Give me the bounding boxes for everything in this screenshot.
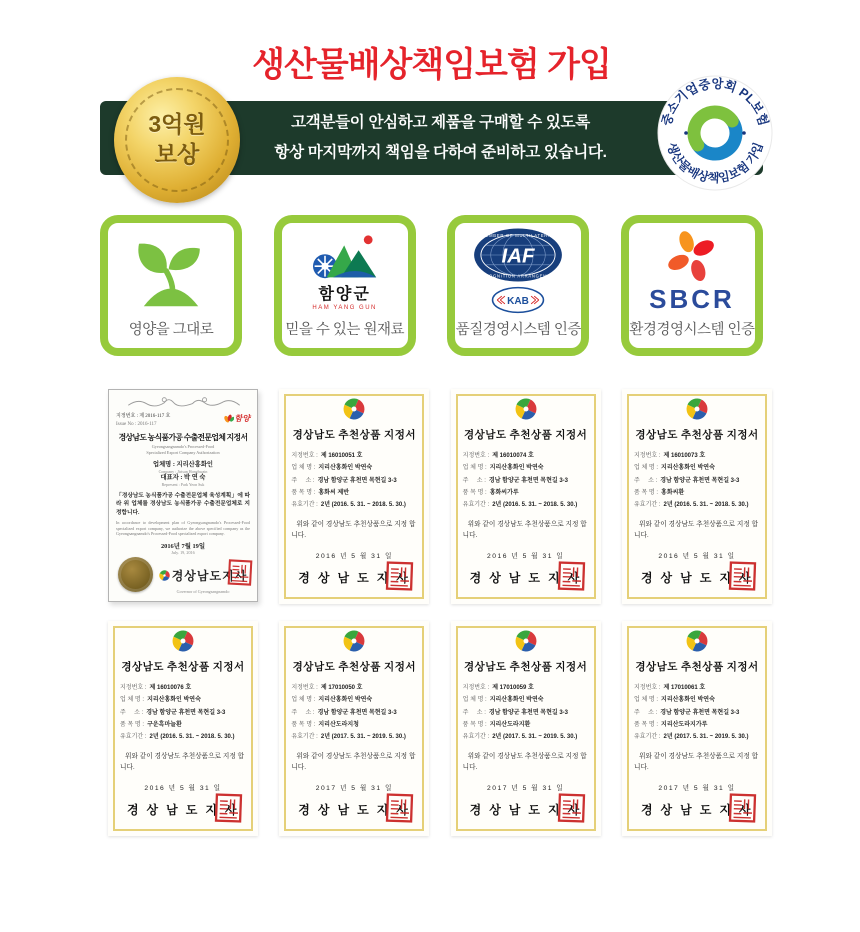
page-title: 생산물배상책임보험 가입 bbox=[252, 46, 611, 84]
field-company: 지리산홍화인 박연숙 bbox=[489, 697, 544, 704]
certificate-fields: 지정번호 : 제 16010073 호 업 체 명 : 지리산홍화인 박연숙 주 소 : 경남 함양군 휴천면 목현길 3-3 품 목 명 : 홍화씨환 유효기간 : 2년 (2016. 5. 31. ~ 2018. 5. 30.) bbox=[634, 450, 760, 511]
certificate-fields: 지정번호 : 제 17010050 호 업 체 명 : 지리산홍화인 박연숙 주 소 : 경남 함양군 휴천면 목현길 3-3 품 목 명 : 지리산도라지청 유효기간 : 2년 (2017. 5. 31. ~ 2019. 5. 30.) bbox=[291, 682, 417, 743]
certificate-body-en: In accordance to development plan of Gyeongsangnamdo's Processed-Food specialized export company, we authorize the above specified company as the Gyeongsangnamdo's Processed-Food specialized export company. bbox=[116, 520, 250, 537]
field-address: 경남 함양군 휴천면 목현길 3-3 bbox=[660, 709, 740, 716]
certificate-body: 위와 같이 경상남도 추천상품으로 지정 합니다. bbox=[291, 752, 416, 772]
hamyang-brand-logo: 함양 bbox=[224, 413, 250, 424]
field-company: 지리산홍화인 박연숙 bbox=[661, 697, 715, 704]
governor-signature: 경 상 남 도 지 사 bbox=[298, 571, 411, 586]
recommend-certificate bbox=[279, 389, 429, 604]
feature-box-nutrition bbox=[100, 215, 242, 356]
certificate-title: 경상남도 추천상품 지정서 bbox=[635, 430, 759, 442]
field-product: 홍화씨환 bbox=[661, 489, 685, 496]
red-seal bbox=[386, 793, 414, 824]
company-name: 업체명 : 지리산홍화인 bbox=[153, 460, 213, 468]
feature-label: 환경경영시스템 인증 bbox=[629, 322, 755, 339]
field-address: 경남 함양군 휴천면 목현길 3-3 bbox=[317, 477, 397, 484]
field-address: 경남 함양군 휴천면 목현길 3-3 bbox=[317, 709, 397, 716]
company-block: 업체명 : 지리산홍화인 Company : Jirisan Honghwain 대표자 : 박 연 숙 Represent : Park Yeon Suk bbox=[116, 461, 250, 487]
banner-line2: 항상 마지막까지 책임을 다하여 준비하고 있습니다. bbox=[274, 144, 607, 162]
gyeongnam-pinwheel-logo bbox=[343, 630, 365, 652]
field-period: 2년 (2017. 5. 31. ~ 2019. 5. 30.) bbox=[320, 734, 406, 741]
export-certificate bbox=[108, 389, 258, 602]
field-product: 홍화씨 제반 bbox=[318, 489, 350, 496]
field-product: 홍화씨가루 bbox=[489, 489, 519, 496]
sbcr-flower-icon bbox=[665, 230, 719, 284]
field-no: 제 16010074 호 bbox=[492, 453, 534, 460]
field-period: 2년 (2017. 5. 31. ~ 2019. 5. 30.) bbox=[492, 734, 578, 741]
certificate-fields: 지정번호 : 제 16010051 호 업 체 명 : 지리산홍화인 박연숙 주 소 : 경남 함양군 휴천면 목현길 3-3 품 목 명 : 홍화씨 제반 유효기간 : 2년 (2016. 5. 31. ~ 2018. 5. 30.) bbox=[291, 450, 417, 511]
gyeongnam-pinwheel-logo bbox=[343, 398, 365, 420]
badge-arc-bottom: 생산물배상책임보험 가입 bbox=[664, 140, 766, 186]
field-period: 2년 (2016. 5. 31. ~ 2018. 5. 30.) bbox=[492, 502, 578, 509]
certificate-body: 「경상남도 농식품가공 수출전문업체 육성계획」에 따라 위 업체를 경상남도 농식품가공 수출전문업체로 지정합니다. bbox=[116, 492, 250, 516]
recommend-certificate bbox=[451, 389, 601, 604]
governor-signature: 경 상 남 도 지 사 bbox=[469, 803, 582, 818]
field-address: 경남 함양군 휴천면 목현길 3-3 bbox=[488, 709, 569, 716]
sbcr-logo-text: SBCR bbox=[649, 283, 735, 314]
gyeongnam-pinwheel-logo bbox=[686, 630, 708, 652]
bronze-seal bbox=[118, 557, 153, 592]
issue-no-kr: 지정번호 : 제 2016-117 호 bbox=[116, 414, 171, 420]
certificate-date: 2017 년 5 월 31 일 bbox=[487, 785, 565, 793]
certificate-fields: 지정번호 : 제 16010076 호 업 체 명 : 지리산홍화인 박연숙 주 소 : 경남 함양군 휴천면 목현길 3-3 품 목 명 : 구운흑마늘환 유효기간 : 2년 (2016. 5. 31. ~ 2018. 5. 30.) bbox=[120, 682, 246, 743]
certificate-title-en: Gyeongsangnamdo's Processed-Food Specialized Export Company Authorization bbox=[146, 444, 220, 455]
certificate-body: 위와 같이 경상남도 추천상품으로 지정 합니다. bbox=[462, 752, 587, 772]
certificate-title: 경상남도 농식품가공 수출전문업체 지정서 bbox=[118, 433, 248, 443]
recommend-certificate bbox=[622, 389, 772, 604]
banner-line1: 고객분들이 안심하고 제품을 구매할 수 있도록 bbox=[291, 113, 590, 131]
feature-label: 품질경영시스템 인증 bbox=[455, 322, 581, 339]
field-company: 지리산홍화인 박연숙 bbox=[318, 465, 373, 472]
certificate-date: 2016년 7월 19일 July. 19, 2016 bbox=[160, 542, 206, 555]
certificate-date: 2016 년 5 월 31 일 bbox=[487, 553, 565, 561]
red-seal bbox=[557, 793, 585, 824]
field-no: 제 16010076 호 bbox=[149, 685, 192, 692]
governor-signature: 경 상 남 도 지 사 bbox=[640, 571, 754, 586]
certificate-date: 2017 년 5 월 31 일 bbox=[658, 785, 736, 793]
field-product: 구운흑마늘환 bbox=[147, 721, 182, 728]
certificate-body: 위와 같이 경상남도 추천상품으로 지정 합니다. bbox=[462, 520, 587, 540]
field-period: 2년 (2016. 5. 31. ~ 2018. 5. 30.) bbox=[320, 502, 406, 509]
brand-swoosh-icon bbox=[224, 414, 234, 423]
insurance-banner bbox=[100, 76, 771, 186]
gyeongnam-pinwheel-logo bbox=[172, 630, 194, 652]
field-no: 제 17010050 호 bbox=[320, 685, 363, 692]
iaf-arc-top: MEMBER OF MULTILATERAL bbox=[481, 233, 555, 239]
feature-label: 믿을 수 있는 원재료 bbox=[285, 322, 404, 339]
red-seal bbox=[214, 793, 242, 824]
red-seal bbox=[386, 561, 414, 592]
badge-arc-top: 중소기업중앙회 PL보험 bbox=[659, 76, 771, 128]
iaf-logo-text: IAF bbox=[501, 245, 535, 268]
ceo-name: 대표자 : 박 연 숙 bbox=[160, 473, 206, 481]
certificate-title: 경상남도 추천상품 지정서 bbox=[121, 662, 245, 674]
certificate-title: 경상남도 추천상품 지정서 bbox=[463, 430, 588, 442]
certificate-body: 위와 같이 경상남도 추천상품으로 지정 합니다. bbox=[633, 752, 759, 772]
hamyang-logo-text: 함양군 bbox=[318, 285, 371, 303]
kab-logo-text: KAB bbox=[507, 295, 530, 307]
certificate-title: 경상남도 추천상품 지정서 bbox=[292, 662, 416, 674]
page bbox=[100, 0, 771, 836]
field-address: 경남 함양군 휴천면 목현길 3-3 bbox=[660, 477, 740, 484]
red-seal bbox=[557, 561, 585, 592]
field-product: 지리산도라지청 bbox=[318, 721, 359, 728]
certificate-title: 경상남도 추천상품 지정서 bbox=[292, 430, 416, 442]
medal-line1: 3억원 bbox=[148, 111, 206, 138]
gyeongnam-pinwheel-logo bbox=[686, 398, 708, 420]
certificate-body: 위와 같이 경상남도 추천상품으로 지정 합니다. bbox=[120, 752, 245, 772]
red-seal bbox=[728, 793, 756, 824]
feature-box-environment bbox=[621, 215, 763, 356]
kab-logo bbox=[491, 286, 545, 314]
field-address: 경남 함양군 휴천면 목현길 3-3 bbox=[488, 477, 569, 484]
field-period: 2년 (2016. 5. 31. ~ 2018. 5. 30.) bbox=[149, 734, 235, 741]
recommend-certificate bbox=[451, 621, 601, 836]
hamyang-logo-subtext: HAM YANG GUN bbox=[312, 304, 377, 311]
field-no: 제 16010051 호 bbox=[320, 453, 363, 460]
sprout-icon bbox=[131, 231, 211, 311]
iaf-arc-bottom: RECOGNITION ARRANGEMENT bbox=[478, 273, 559, 279]
feature-box-hamyang bbox=[274, 215, 416, 356]
feature-box-row bbox=[100, 215, 763, 356]
certificate-date: 2017 년 5 월 31 일 bbox=[315, 785, 393, 793]
decorative-top-edge bbox=[116, 395, 252, 407]
certificate-date: 2016 년 5 월 31 일 bbox=[315, 553, 393, 561]
governor-signature-en: Governor of Gyeongsangnamdo bbox=[176, 589, 230, 595]
field-product: 지리산도라지가루 bbox=[661, 721, 708, 728]
gyeongnam-pinwheel-logo bbox=[159, 570, 170, 581]
certificate-fields: 지정번호 : 제 16010074 호 업 체 명 : 지리산홍화인 박연숙 주 소 : 경남 함양군 휴천면 목현길 3-3 품 목 명 : 홍화씨가루 유효기간 : 2년 (2016. 5. 31. ~ 2018. 5. 30.) bbox=[463, 450, 589, 511]
medal-ring bbox=[125, 88, 229, 192]
medal-line2: 보상 bbox=[154, 141, 200, 168]
certificate-fields: 지정번호 : 제 17010059 호 업 체 명 : 지리산홍화인 박연숙 주 소 : 경남 함양군 휴천면 목현길 3-3 품 목 명 : 지리산도라지환 유효기간 : 2년 (2017. 5. 31. ~ 2019. 5. 30.) bbox=[463, 682, 589, 743]
field-company: 지리산홍화인 박연숙 bbox=[147, 697, 201, 704]
red-seal bbox=[227, 558, 252, 586]
governor-signature: 경 상 남 도 지 사 bbox=[298, 803, 411, 818]
certificate-date: 2016 년 5 월 31 일 bbox=[144, 785, 222, 793]
certificate-grid bbox=[108, 389, 772, 836]
governor-signature: 경 상 남 도 지 사 bbox=[469, 571, 582, 586]
feature-label: 영양을 그대로 bbox=[128, 322, 214, 339]
red-seal bbox=[728, 561, 756, 592]
field-period: 2년 (2016. 5. 31. ~ 2018. 5. 30.) bbox=[663, 502, 749, 509]
field-no: 제 17010061 호 bbox=[663, 685, 706, 692]
recommend-certificate bbox=[622, 621, 772, 836]
issue-no-en: Issue No : 2016-117 bbox=[116, 421, 157, 427]
certificate-body: 위와 같이 경상남도 추천상품으로 지정 합니다. bbox=[291, 520, 416, 540]
certificate-title: 경상남도 추천상품 지정서 bbox=[463, 662, 588, 674]
field-no: 제 17010059 호 bbox=[492, 685, 534, 692]
field-company: 지리산홍화인 박연숙 bbox=[318, 697, 373, 704]
certificate-title: 경상남도 추천상품 지정서 bbox=[635, 662, 759, 674]
field-period: 2년 (2017. 5. 31. ~ 2019. 5. 30.) bbox=[663, 734, 749, 741]
iaf-logo bbox=[472, 227, 564, 283]
certificate-body: 위와 같이 경상남도 추천상품으로 지정 합니다. bbox=[633, 520, 759, 540]
banner-text bbox=[250, 108, 631, 168]
governor-signature: 경 상 남 도 지 사 bbox=[640, 803, 754, 818]
gyeongnam-pinwheel-logo bbox=[515, 398, 537, 420]
governor-signature: 경상남도지사 bbox=[171, 569, 248, 584]
field-address: 경남 함양군 휴천면 목현길 3-3 bbox=[146, 709, 226, 716]
hamyang-gun-logo bbox=[309, 231, 381, 287]
certificate-date: 2016 년 5 월 31 일 bbox=[658, 553, 736, 561]
field-no: 제 16010073 호 bbox=[663, 453, 706, 460]
feature-box-quality bbox=[447, 215, 589, 356]
recommend-certificate bbox=[108, 621, 258, 836]
field-company: 지리산홍화인 박연숙 bbox=[661, 465, 715, 472]
gold-medal bbox=[114, 77, 240, 203]
governor-signature: 경 상 남 도 지 사 bbox=[126, 803, 240, 818]
certificate-fields: 지정번호 : 제 17010061 호 업 체 명 : 지리산홍화인 박연숙 주 소 : 경남 함양군 휴천면 목현길 3-3 품 목 명 : 지리산도라지가루 유효기간 : 2년 (2017. 5. 31. ~ 2019. 5. 30.) bbox=[634, 682, 760, 743]
gyeongnam-pinwheel-logo bbox=[515, 630, 537, 652]
field-company: 지리산홍화인 박연숙 bbox=[489, 465, 544, 472]
field-product: 지리산도라지환 bbox=[489, 721, 531, 728]
recommend-certificate bbox=[279, 621, 429, 836]
pl-insurance-badge bbox=[657, 75, 773, 191]
